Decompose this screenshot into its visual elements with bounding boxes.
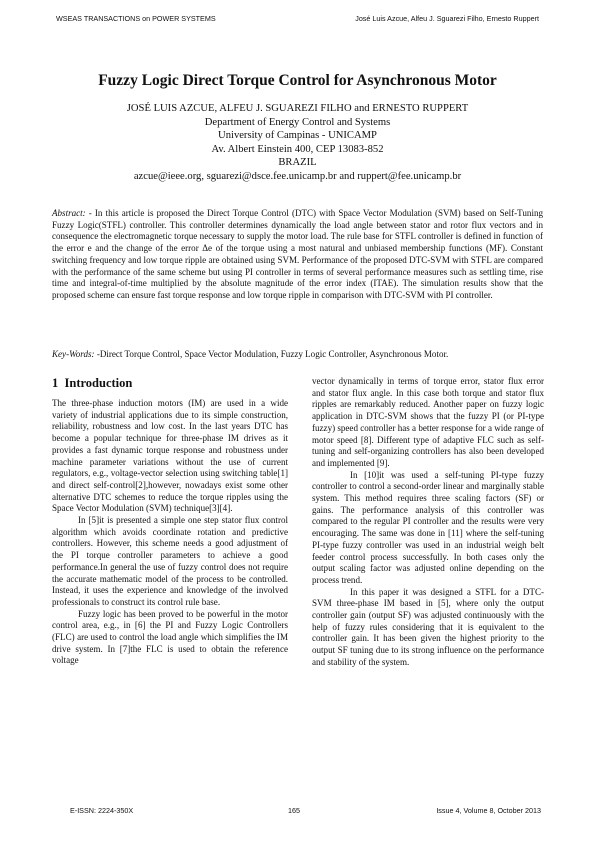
author-emails: azcue@ieee.org, sguarezi@dsce.fee.unicamp.br and ruppert@fee.unicamp.br xyxy=(133,170,462,182)
paragraph: In [5]it is presented a simple one step stator flux control algorithm which avoids coordinate rotation and predictive controllers. However, this scheme needs a good adjustment of the PI torque controller parameters to achieve a good performance.In general the use of fuzzy control does not require the accurate mathematic model of the process to be controlled. Instead, it uses the experience and knowledge of the involved professionals to construct its control rule base. xyxy=(52,515,288,607)
header-authors: José Luis Azcue, Alfeu J. Sguarezi Filho, Ernesto Ruppert xyxy=(355,14,539,23)
footer-issue: Issue 4, Volume 8, October 2013 xyxy=(436,806,541,815)
journal-name: WSEAS TRANSACTIONS on POWER SYSTEMS xyxy=(56,14,216,23)
section-title: Introduction xyxy=(64,376,133,390)
section-number: 1 xyxy=(52,376,59,390)
page-footer xyxy=(70,806,541,818)
author-names: JOSÉ LUIS AZCUE, ALFEU J. SGUAREZI FILHO and ERNESTO RUPPERT xyxy=(126,103,469,114)
paragraph: In this paper it was designed a STFL for a DTC-SVM three-phase IM based in [5], where only the output controller gain (output SF) was adjusted continuously with the help of fuzzy rules considering that it is equivalent to the controller gain. It has been given the highest priority to the output SF tuning due to its strong influence on the performance and stability of the system. xyxy=(312,586,544,667)
left-column xyxy=(52,398,288,667)
abstract-label: Abstract: xyxy=(52,208,86,218)
right-column xyxy=(312,376,544,669)
author-department: Department of Energy Control and Systems xyxy=(204,116,391,128)
keywords-text: -Direct Torque Control, Space Vector Modulation, Fuzzy Logic Controller, Asynchronous Motor. xyxy=(94,349,449,359)
author-block xyxy=(40,102,555,183)
abstract-text: - In this article is proposed the Direct Torque Control (DTC) with Space Vector Modulation (SVM) based on Self-Tuning Fuzzy Logic(STFL) controller. This controller determines dynamically the load angle between stator and rotor flux vectors and in consequence the electromagnetic torque necessary to supply the motor load. The rule base for STFL controller is defined in function of the error e and the change of the error Δe of the torque using a most natural and unbiased membership functions (MF). Constant switching frequency and low torque ripple are obtained using SVM. Performance of the proposed DTC-SVM with STFL are compared with the performance of the same scheme but using PI controller in terms of several performance measures such as settling time, rise time and integral-of-time multiplied by the absolute magnitude of the error index (ITAE). The simulation results show that the proposed scheme can ensure fast torque response and low torque ripple in comparison with DTC-SVM with PI controller. xyxy=(52,208,543,300)
running-header xyxy=(56,14,539,26)
paragraph: The three-phase induction motors (IM) are used in a wide variety of industrial applications due to its simple construction, reliability, robustness and low cost. In the last years DTC has become a popular technique for three-phase IM drives as it provides a fast dynamic torque response and robustness under machine parameter variations without the use of current regulators, e.g., voltage-vector selection using switching table[1] and direct self-control[2],however, nowadays exist some other alternative DTC schemes to reduce the torque ripples using the Space Vector Modulation (SVM) technique[3][4]. xyxy=(52,398,288,514)
author-university: University of Campinas - UNICAMP xyxy=(218,130,377,141)
author-country: BRAZIL xyxy=(278,157,317,168)
footer-issn: E-ISSN: 2224-350X xyxy=(70,806,134,815)
page-number: 165 xyxy=(288,806,300,815)
section-heading xyxy=(52,376,132,391)
keywords xyxy=(52,349,543,361)
author-address: Av. Albert Einstein 400, CEP 13083-852 xyxy=(211,143,384,155)
abstract xyxy=(52,208,543,302)
keywords-label: Key-Words: xyxy=(52,349,95,359)
paragraph: Fuzzy logic has been proved to be powerful in the motor control area, e.g., in [6] the PI and Fuzzy Logic Controllers (FLC) are used to control the load angle which simplifies the IM drive system. In [7]the FLC is used to obtain the reference voltage xyxy=(52,608,288,666)
paper-title: Fuzzy Logic Direct Torque Control for Asynchronous Motor xyxy=(98,72,497,89)
paragraph: In [10]it was used a self-tuning PI-type fuzzy controller to control a second-order linear and marginally stable system. This method requires three scaling factors (SF) or gains. The performance analysis of this controller was compared to the regular PI controller and the results were very encouraging. The same was done in [11] where the self-tuning PI-type fuzzy controller was used in an industrial weigh belt feeder control process successfully. In both cases only the output scaling factor was adjusted online depending on the process trend. xyxy=(312,469,544,585)
paragraph: vector dynamically in terms of torque error, stator flux error and stator flux angle. In this case both torque and stator flux ripples are remarkably reduced. Another paper on fuzzy logic application in DTC-SVM shows that the fuzzy PI (or PI-type fuzzy) speed controller has a better response for a wide range of motor speed [8]. Different type of adaptive FLC such as self-tuning and self-organizing controllers has also been developed and implemented [9]. xyxy=(312,376,544,468)
